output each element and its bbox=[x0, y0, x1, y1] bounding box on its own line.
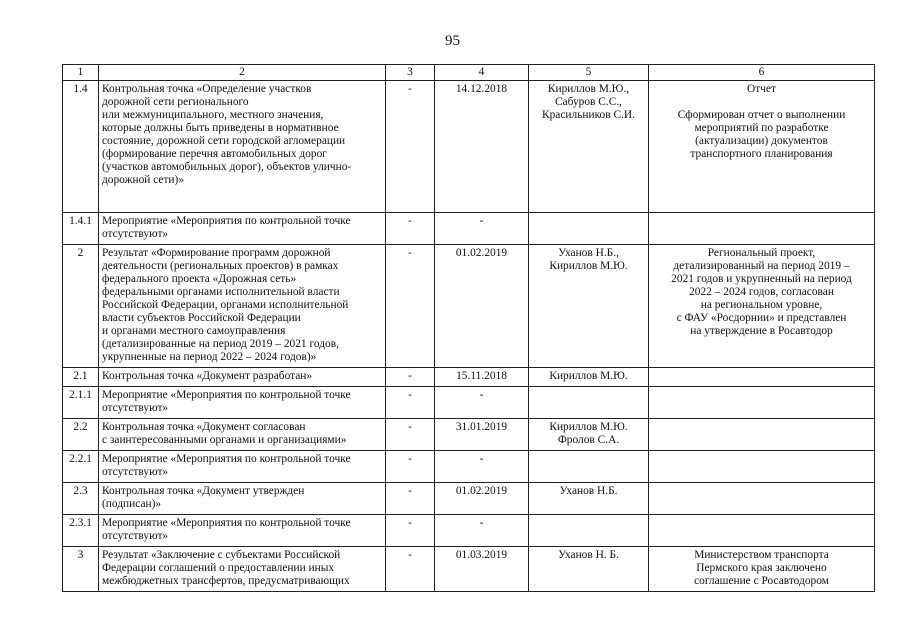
cell-result: Отчет Сформирован отчет о выполнении мероприятий по разработке (актуализации) документов транспортного планирования bbox=[649, 81, 875, 213]
table-row bbox=[63, 81, 875, 213]
cell-result: Региональный проект, детализированный на период 2019 – 2021 годов и укрупненный на период 2022 – 2024 годов, согласован на региональном уровне, с ФАУ «Росдорнии» и представлен на утверждение в Росавтодор bbox=[649, 245, 875, 368]
cell-responsible bbox=[529, 387, 649, 419]
table-row bbox=[63, 245, 875, 368]
cell-date: - bbox=[435, 451, 529, 483]
cell-date: 01.02.2019 bbox=[435, 245, 529, 368]
cell-responsible: Уханов Н. Б. bbox=[529, 547, 649, 592]
cell-description: Контрольная точка «Определение участков дорожной сети регионального или межмуниципального, местного значения, которые должны быть приведены в нормативное состояние, дорожной сети городской агломерации (формирование перечня автомобильных дорог (участков автомобильных дорог), объектов улично- дорожной сети)» bbox=[99, 81, 386, 213]
header-row bbox=[63, 65, 875, 81]
cell-number: 2.2 bbox=[63, 419, 99, 451]
cell-date: 01.02.2019 bbox=[435, 483, 529, 515]
cell-description: Контрольная точка «Документ разработан» bbox=[99, 368, 386, 387]
cell-date: - bbox=[435, 515, 529, 547]
cell-number: 1.4.1 bbox=[63, 213, 99, 245]
cell-col3: - bbox=[386, 451, 435, 483]
cell-responsible: Кириллов М.Ю. bbox=[529, 368, 649, 387]
cell-col3: - bbox=[386, 387, 435, 419]
cell-result bbox=[649, 368, 875, 387]
table-row bbox=[63, 387, 875, 419]
page-number: 95 bbox=[445, 33, 460, 49]
cell-number: 2.2.1 bbox=[63, 451, 99, 483]
cell-responsible: Уханов Н.Б., Кириллов М.Ю. bbox=[529, 245, 649, 368]
cell-description: Мероприятие «Мероприятия по контрольной точке отсутствуют» bbox=[99, 387, 386, 419]
cell-responsible: Уханов Н.Б. bbox=[529, 483, 649, 515]
cell-responsible bbox=[529, 213, 649, 245]
cell-col3: - bbox=[386, 81, 435, 213]
cell-number: 2.3.1 bbox=[63, 515, 99, 547]
column-header: 3 bbox=[386, 65, 435, 81]
column-header: 5 bbox=[529, 65, 649, 81]
cell-date: 15.11.2018 bbox=[435, 368, 529, 387]
cell-result bbox=[649, 515, 875, 547]
cell-description: Мероприятие «Мероприятия по контрольной точке отсутствуют» bbox=[99, 451, 386, 483]
cell-number: 2.1 bbox=[63, 368, 99, 387]
table-row bbox=[63, 547, 875, 592]
cell-number: 1.4 bbox=[63, 81, 99, 213]
cell-description: Мероприятие «Мероприятия по контрольной точке отсутствуют» bbox=[99, 213, 386, 245]
cell-number: 2.3 bbox=[63, 483, 99, 515]
table-row bbox=[63, 419, 875, 451]
cell-description: Контрольная точка «Документ утвержден (подписан)» bbox=[99, 483, 386, 515]
table-row bbox=[63, 483, 875, 515]
cell-col3: - bbox=[386, 483, 435, 515]
cell-result bbox=[649, 387, 875, 419]
table-row bbox=[63, 451, 875, 483]
cell-result bbox=[649, 451, 875, 483]
cell-col3: - bbox=[386, 213, 435, 245]
column-header: 2 bbox=[99, 65, 386, 81]
table-row bbox=[63, 368, 875, 387]
cell-date: 14.12.2018 bbox=[435, 81, 529, 213]
cell-responsible bbox=[529, 451, 649, 483]
cell-description: Контрольная точка «Документ согласован с заинтересованными органами и организациями» bbox=[99, 419, 386, 451]
cell-date: - bbox=[435, 213, 529, 245]
table-row bbox=[63, 213, 875, 245]
cell-result bbox=[649, 419, 875, 451]
cell-date: 31.01.2019 bbox=[435, 419, 529, 451]
plan-table bbox=[62, 64, 875, 592]
table-row bbox=[63, 515, 875, 547]
cell-description: Результат «Формирование программ дорожной деятельности (региональных проектов) в рамках федерального проекта «Дорожная сеть» федеральными органами исполнительной власти Российской Федерации, органами исполнительной власти субъектов Российской Федерации и органами местного самоуправления (детализированные на период 2019 – 2021 годов, укрупненные на период 2022 – 2024 годов)» bbox=[99, 245, 386, 368]
cell-responsible bbox=[529, 515, 649, 547]
column-header: 1 bbox=[63, 65, 99, 81]
cell-result: Министерством транспорта Пермского края заключено соглашение с Росавтодором bbox=[649, 547, 875, 592]
cell-number: 2 bbox=[63, 245, 99, 368]
column-header: 6 bbox=[649, 65, 875, 81]
cell-col3: - bbox=[386, 515, 435, 547]
cell-number: 2.1.1 bbox=[63, 387, 99, 419]
cell-col3: - bbox=[386, 547, 435, 592]
cell-col3: - bbox=[386, 245, 435, 368]
cell-col3: - bbox=[386, 368, 435, 387]
cell-result bbox=[649, 483, 875, 515]
cell-result bbox=[649, 213, 875, 245]
cell-responsible: Кириллов М.Ю. Фролов С.А. bbox=[529, 419, 649, 451]
cell-description: Результат «Заключение с субъектами Российской Федерации соглашений о предоставлении иных межбюджетных трансфертов, предусматривающих bbox=[99, 547, 386, 592]
cell-date: 01.03.2019 bbox=[435, 547, 529, 592]
cell-responsible: Кириллов М.Ю., Сабуров С.С., Красильников С.И. bbox=[529, 81, 649, 213]
column-header: 4 bbox=[435, 65, 529, 81]
cell-number: 3 bbox=[63, 547, 99, 592]
cell-date: - bbox=[435, 387, 529, 419]
cell-description: Мероприятие «Мероприятия по контрольной точке отсутствуют» bbox=[99, 515, 386, 547]
cell-col3: - bbox=[386, 419, 435, 451]
